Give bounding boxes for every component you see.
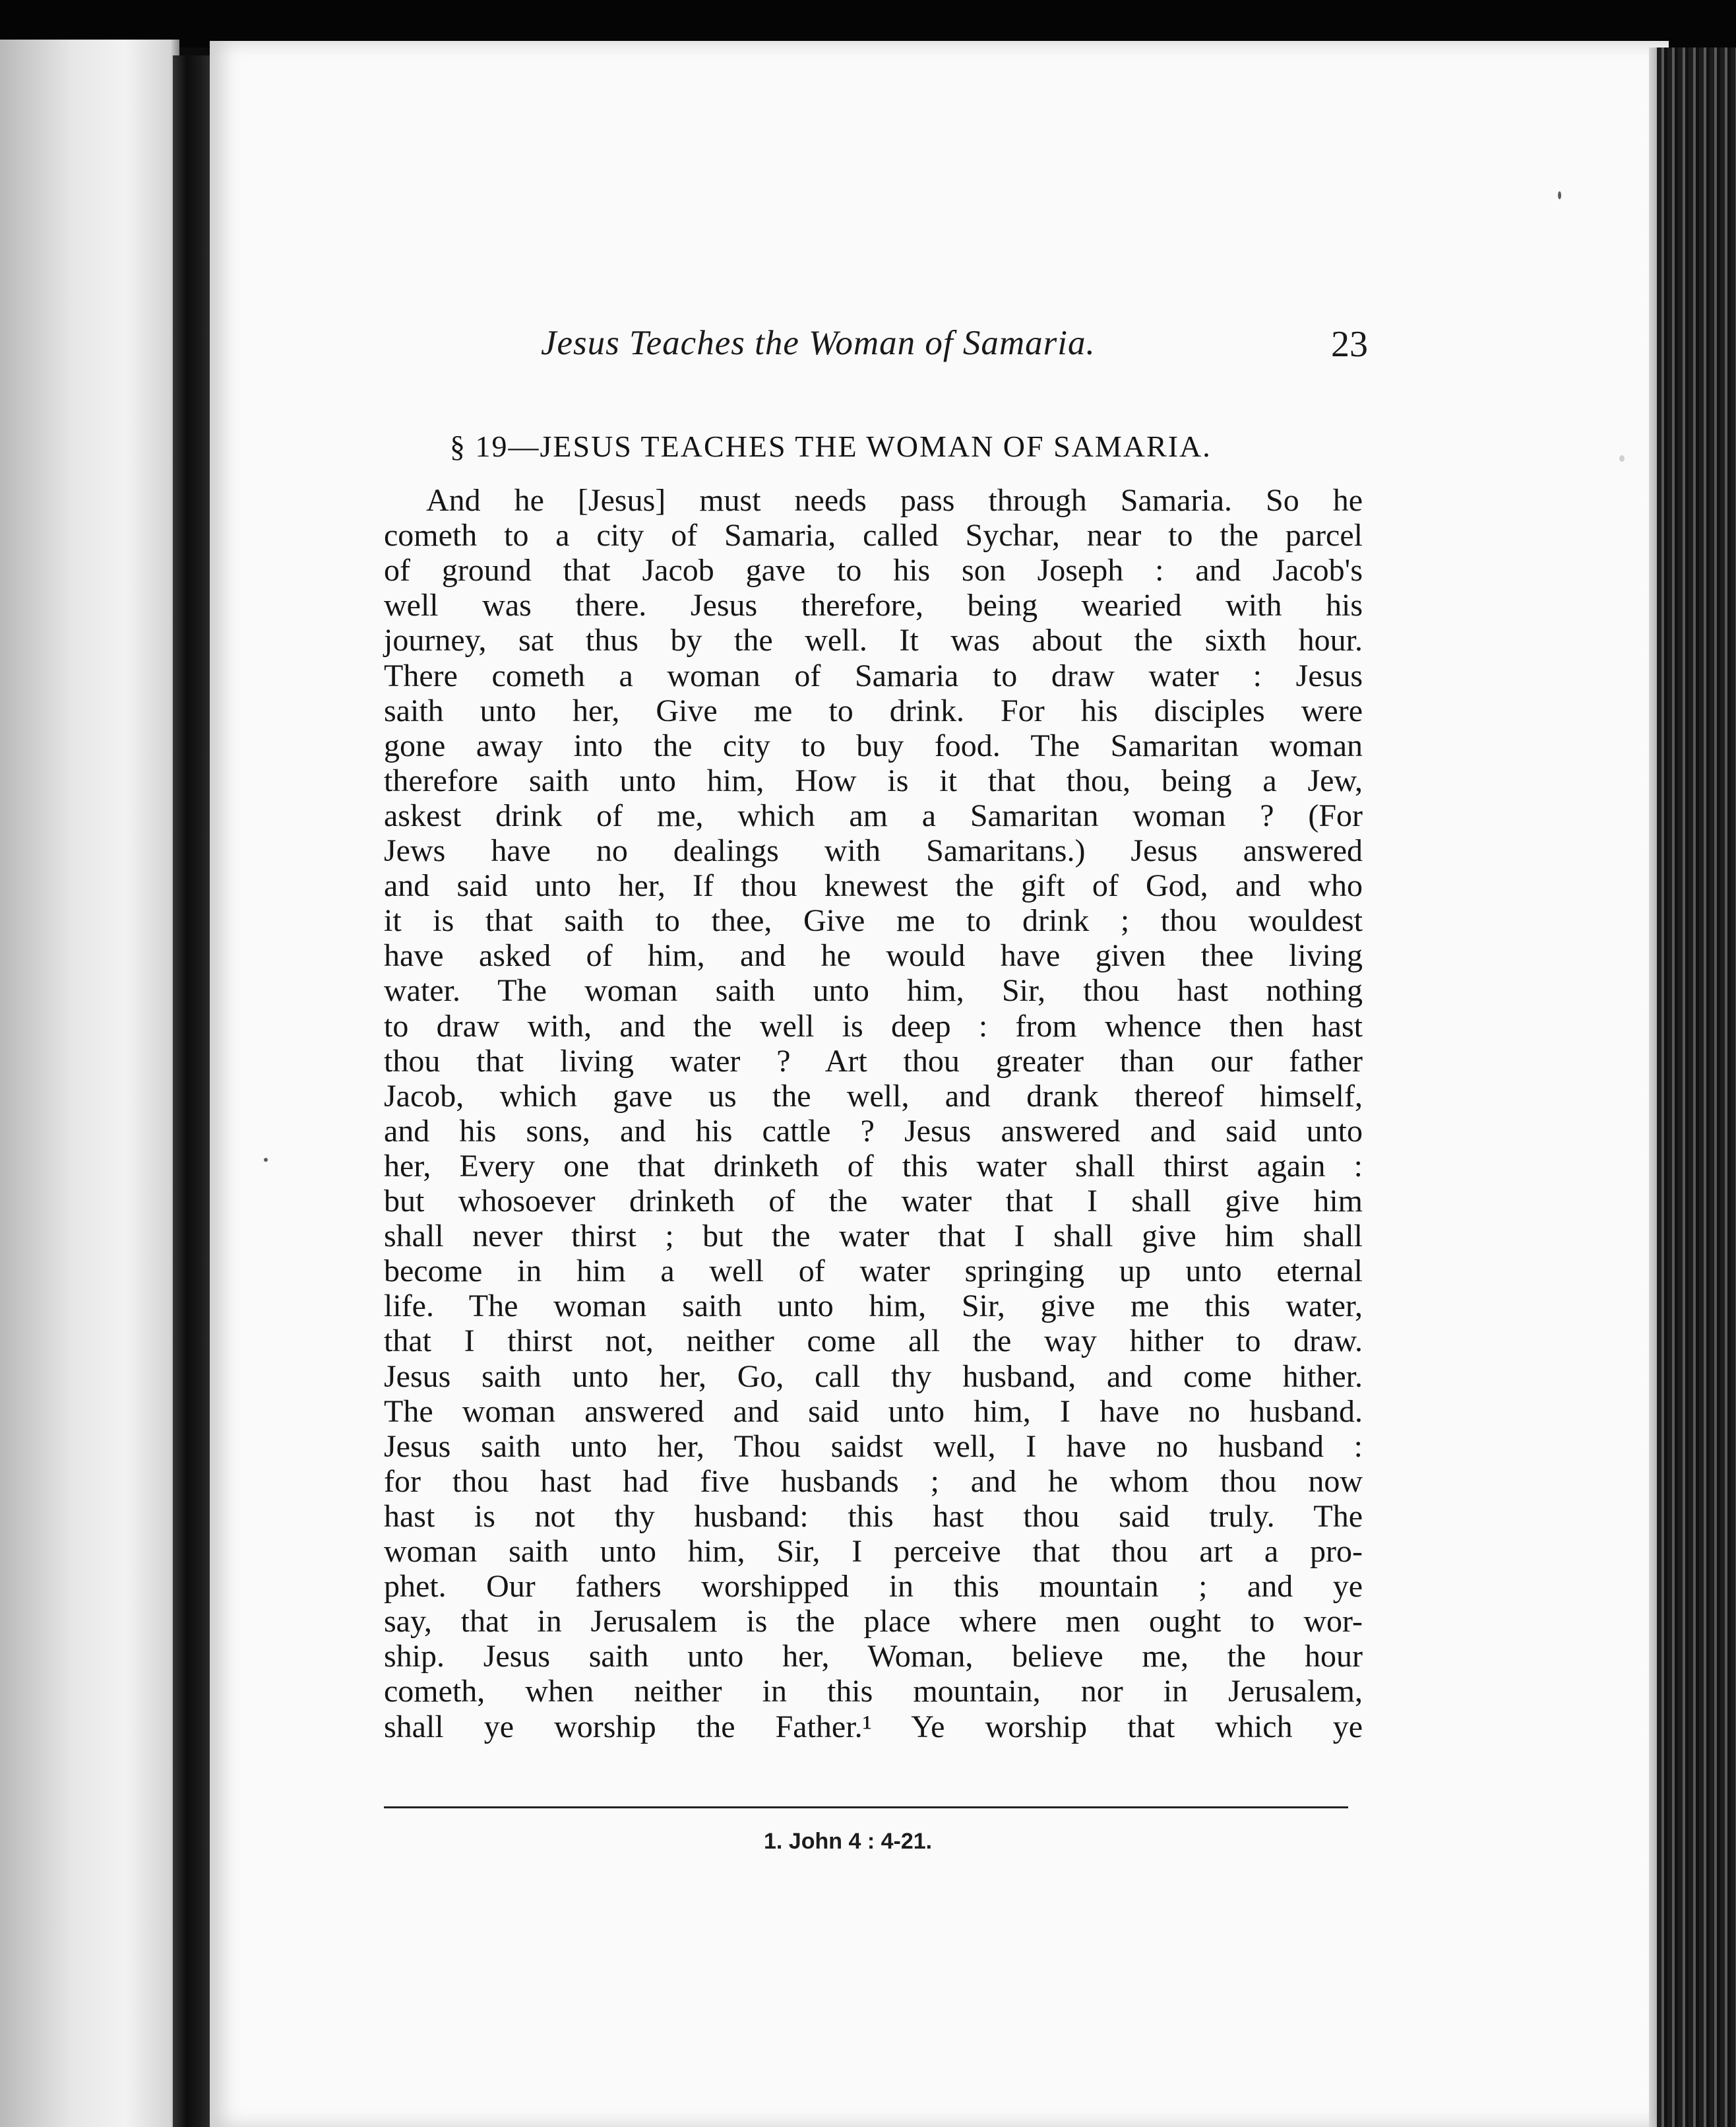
- body-line: of ground that Jacob gave to his son Joseph : and Jacob's: [384, 553, 1363, 588]
- body-line: hast is not thy husband: this hast thou said truly. The: [384, 1499, 1363, 1534]
- body-line: and his sons, and his cattle ? Jesus answered and said unto: [384, 1114, 1363, 1149]
- page-number: 23: [1331, 324, 1368, 365]
- running-head: [541, 323, 1368, 383]
- running-head-title: Jesus Teaches the Woman of Samaria.: [541, 324, 1096, 362]
- body-line: have asked of him, and he would have given thee living: [384, 938, 1363, 973]
- body-line: Jesus saith unto her, Go, call thy husband, and come hither.: [384, 1359, 1363, 1394]
- body-line: say, that in Jerusalem is the place where men ought to wor-: [384, 1604, 1363, 1639]
- book-gutter: [173, 55, 212, 2127]
- body-line: Jews have no dealings with Samaritans.) Jesus answered: [384, 833, 1363, 868]
- dust-speck: [1558, 191, 1561, 199]
- body-line: ship. Jesus saith unto her, Woman, believe me, the hour: [384, 1639, 1363, 1674]
- page-block-edge: [1657, 48, 1736, 2127]
- body-line: but whosoever drinketh of the water that I shall give him: [384, 1184, 1363, 1219]
- body-line: therefore saith unto him, How is it that thou, being a Jew,: [384, 763, 1363, 798]
- body-line: it is that saith to thee, Give me to drink ; thou wouldest: [384, 903, 1363, 938]
- dust-speck: [264, 1158, 268, 1162]
- body-line: well was there. Jesus therefore, being wearied with his: [384, 588, 1363, 623]
- body-line: The woman answered and said unto him, I have no husband.: [384, 1394, 1363, 1429]
- body-line: and said unto her, If thou knewest the gift of God, and who: [384, 868, 1363, 903]
- body-line: her, Every one that drinketh of this water shall thirst again :: [384, 1149, 1363, 1184]
- body-line: woman saith unto him, Sir, I perceive that thou art a pro-: [384, 1534, 1363, 1569]
- footnote-rule: [384, 1806, 1348, 1808]
- body-line: for thou hast had five husbands ; and he whom thou now: [384, 1464, 1363, 1499]
- body-line: gone away into the city to buy food. The Samaritan woman: [384, 728, 1363, 763]
- body-line: become in him a well of water springing up unto eternal: [384, 1254, 1363, 1288]
- body-line: Jesus saith unto her, Thou saidst well, I have no husband :: [384, 1429, 1363, 1464]
- body-line: cometh, when neither in this mountain, nor in Jerusalem,: [384, 1674, 1363, 1709]
- body-line: saith unto her, Give me to drink. For his disciples were: [384, 693, 1363, 728]
- body-line: thou that living water ? Art thou greater than our father: [384, 1044, 1363, 1079]
- body-line: journey, sat thus by the well. It was about the sixth hour.: [384, 623, 1363, 658]
- body-line: cometh to a city of Samaria, called Sychar, near to the parcel: [384, 518, 1363, 553]
- body-line: to draw with, and the well is deep : from whence then hast: [384, 1009, 1363, 1044]
- body-line: water. The woman saith unto him, Sir, thou hast nothing: [384, 973, 1363, 1008]
- body-line: shall ye worship the Father.¹ Ye worship that which ye: [384, 1709, 1363, 1744]
- footnote: 1. John 4 : 4-21.: [764, 1829, 933, 1854]
- facing-page-edge: [0, 40, 179, 2127]
- body-line: And he [Jesus] must needs pass through Samaria. So he: [426, 483, 1363, 518]
- body-line: Jacob, which gave us the well, and drank thereof himself,: [384, 1079, 1363, 1114]
- section-heading: § 19—JESUS TEACHES THE WOMAN OF SAMARIA.: [450, 429, 1212, 463]
- body-line: phet. Our fathers worshipped in this mountain ; and ye: [384, 1569, 1363, 1604]
- body-line: There cometh a woman of Samaria to draw water : Jesus: [384, 658, 1363, 693]
- body-line: that I thirst not, neither come all the way hither to draw.: [384, 1323, 1363, 1358]
- body-line: shall never thirst ; but the water that I shall give him shall: [384, 1219, 1363, 1254]
- body-line: askest drink of me, which am a Samaritan woman ? (For: [384, 798, 1363, 833]
- body-line: life. The woman saith unto him, Sir, give me this water,: [384, 1288, 1363, 1323]
- dust-speck: [1619, 455, 1625, 462]
